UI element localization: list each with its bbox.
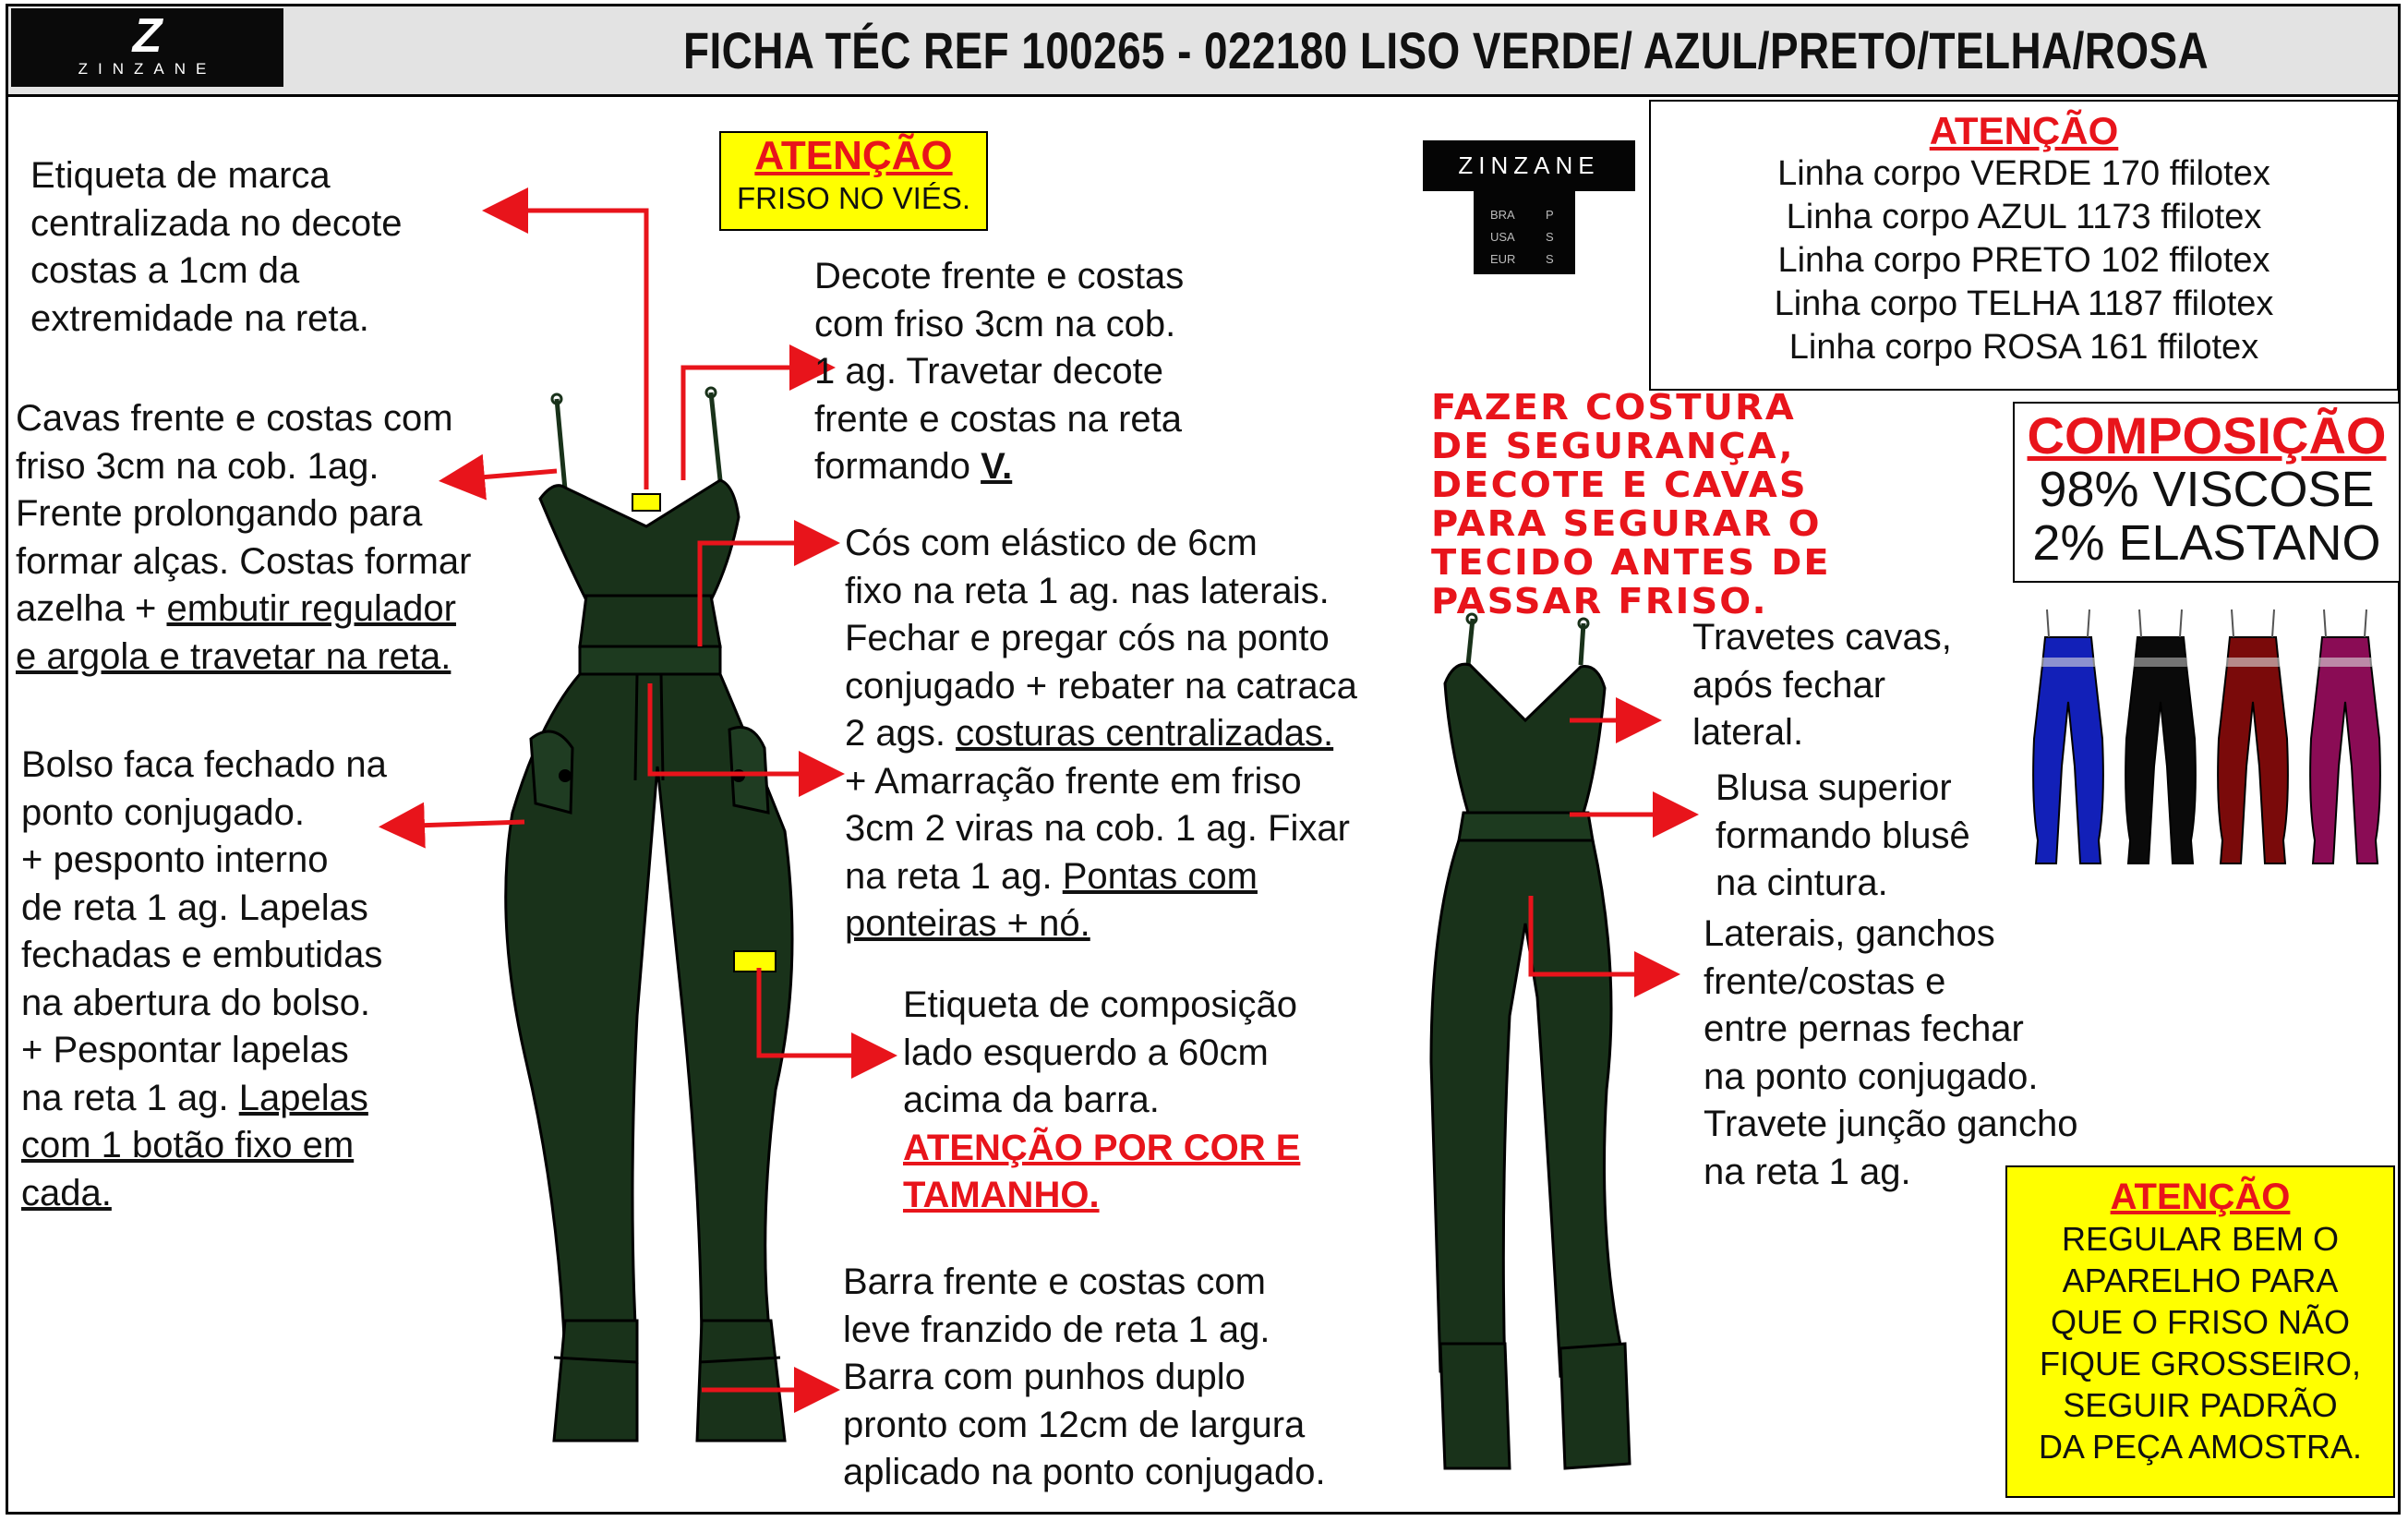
note-line: friso 3cm na cob. 1ag. xyxy=(16,445,379,487)
attention-friso-text: FRISO NO VIÉS. xyxy=(736,181,971,215)
note-line: pronto com 12cm de largura xyxy=(843,1404,1306,1445)
size-value: P xyxy=(1546,208,1554,222)
variant-red-body xyxy=(2218,637,2288,863)
note-line: após fechar xyxy=(1692,664,1886,706)
size-code: EUR xyxy=(1490,252,1516,266)
thread-line: Linha corpo TELHA 1187 ffilotex xyxy=(1774,284,2274,323)
thread-color-box xyxy=(1649,100,2399,391)
variant-black-waistband xyxy=(2134,658,2187,667)
note-waistband xyxy=(845,520,1357,948)
note-line: cada. xyxy=(21,1172,112,1213)
note-line: entre pernas fechar xyxy=(1704,1008,2024,1049)
text: na reta 1 ag. xyxy=(21,1077,239,1118)
jumpsuit-back-view xyxy=(1431,614,1630,1468)
note-line: Barra frente e costas com xyxy=(843,1261,1266,1302)
note-line xyxy=(845,710,1357,758)
composition-title: COMPOSIÇÃO xyxy=(2027,406,2387,465)
safety-line: PASSAR FRISO. xyxy=(1431,581,1768,622)
note-line: Cavas frente e costas com xyxy=(16,398,453,439)
note-line: ponteiras + nó. xyxy=(845,903,1090,944)
note-line: Laterais, ganchos xyxy=(1704,913,1995,954)
note-side-seams xyxy=(1704,911,2077,1196)
logo-wordmark: ZINZANE xyxy=(78,60,217,78)
note-line xyxy=(845,853,1357,901)
attention-line: REGULAR BEM O xyxy=(2061,1220,2340,1258)
note-line: acima da barra. xyxy=(903,1080,1160,1120)
note-line: 3cm 2 viras na cob. 1 ag. Fixar xyxy=(845,808,1350,849)
note-line: fechadas e embutidas xyxy=(21,935,383,975)
page-title: FICHA TÉC REF 100265 - 022180 LISO VERDE/ AZUL/PRETO/TELHA/ROSA xyxy=(683,21,2209,79)
note-line: conjugado + rebater na catraca xyxy=(845,665,1357,706)
brand-label-tag: ZINZANE xyxy=(1423,140,1635,191)
note-brand-label xyxy=(30,152,403,343)
size-code: USA xyxy=(1490,230,1515,244)
text: na reta 1 ag. xyxy=(845,855,1063,897)
thread-line: Linha corpo ROSA 161 ffilotex xyxy=(1788,328,2259,367)
text: azelha + xyxy=(16,588,167,629)
variant-red-straps xyxy=(2232,610,2274,637)
variant-pink-body xyxy=(2310,637,2380,863)
safety-line: DE SEGURANÇA, xyxy=(1431,426,1795,466)
note-line: centralizada no decote xyxy=(30,202,403,244)
attention-friso-box xyxy=(719,131,988,231)
note-line: leve franzido de reta 1 ag. xyxy=(843,1309,1270,1350)
note-line: Etiqueta de composição xyxy=(903,984,1297,1025)
size-label-tag xyxy=(1474,189,1575,274)
thread-line: Linha corpo AZUL 1173 ffilotex xyxy=(1786,198,2262,236)
note-line: Travetes cavas, xyxy=(1692,617,1952,658)
attention-color-size: ATENÇÃO POR COR E xyxy=(903,1127,1301,1168)
note-line: fixo na reta 1 ag. nas laterais. xyxy=(845,570,1330,611)
attention-line: SEGUIR PADRÃO xyxy=(2063,1386,2338,1424)
variant-black-thumbnail xyxy=(2125,610,2196,863)
note-line: Frente prolongando para xyxy=(16,493,423,534)
note-line: Bolso faca fechado na xyxy=(21,744,387,785)
underlined-text: Lapelas xyxy=(238,1077,368,1118)
note-line: + Amarração frente em friso xyxy=(845,760,1302,802)
note-line xyxy=(814,443,1184,491)
note-line: Travete junção gancho xyxy=(1704,1104,2078,1144)
variant-black-straps xyxy=(2139,610,2182,637)
underlined-text: embutir regulador xyxy=(166,588,456,629)
note-armholes xyxy=(16,395,471,681)
attention-color-size: TAMANHO. xyxy=(903,1175,1100,1215)
attention-line: APARELHO PARA xyxy=(2062,1261,2339,1299)
note-line: na cintura. xyxy=(1716,863,1888,903)
note-line: lado esquerdo a 60cm xyxy=(903,1032,1269,1073)
note-line: 1 ag. Travetar decote xyxy=(814,351,1164,392)
note-line: com friso 3cm na cob. xyxy=(814,303,1176,344)
note-neckline xyxy=(814,253,1184,491)
attention-line: DA PEÇA AMOSTRA. xyxy=(2038,1428,2363,1466)
note-line xyxy=(16,585,471,634)
note-line: extremidade na reta. xyxy=(30,297,369,339)
attention-regulate-title: ATENÇÃO xyxy=(2110,1177,2291,1217)
note-line xyxy=(21,1075,387,1123)
note-line: Fechar e pregar cós na ponto xyxy=(845,618,1330,658)
variant-pink-waistband xyxy=(2318,658,2372,667)
note-pocket xyxy=(21,742,387,1217)
jumpsuit-front-view xyxy=(506,388,792,1441)
note-line: Blusa superior xyxy=(1716,767,1952,808)
note-line: na reta 1 ag. xyxy=(1704,1151,1911,1192)
variant-black-body xyxy=(2125,637,2196,863)
underlined-text: costuras centralizadas. xyxy=(956,713,1334,754)
note-line: Cós com elástico de 6cm xyxy=(845,523,1258,563)
variant-red-thumbnail xyxy=(2218,610,2288,863)
note-hem xyxy=(843,1259,1326,1497)
safety-line: PARA SEGURAR O xyxy=(1431,503,1822,544)
note-line: frente e costas na reta xyxy=(814,398,1183,440)
attention-friso-title: ATENÇÃO xyxy=(754,133,953,178)
composition-box xyxy=(2013,402,2401,583)
note-line: lateral. xyxy=(1692,712,1804,753)
variant-pink-straps xyxy=(2324,610,2366,637)
variant-red-waistband xyxy=(2226,658,2280,667)
note-line: formar alças. Costas formar xyxy=(16,540,472,582)
attention-regulate-box xyxy=(2005,1165,2395,1498)
note-blouse-top xyxy=(1716,765,1970,908)
safety-seam-note xyxy=(1431,388,1831,621)
text: 2 ags. xyxy=(845,713,957,754)
variant-blue xyxy=(2036,619,2101,868)
note-line: costas a 1cm da xyxy=(30,250,300,291)
underlined-text: V. xyxy=(981,446,1013,487)
size-value: S xyxy=(1546,230,1554,244)
thread-line: Linha corpo PRETO 102 ffilotex xyxy=(1777,241,2270,280)
note-line: formando blusê xyxy=(1716,815,1970,856)
logo-mark: Z xyxy=(132,9,163,63)
note-line: frente/costas e xyxy=(1704,960,1946,1002)
note-line: com 1 botão fixo em xyxy=(21,1125,355,1165)
note-line: e argola e travetar na reta. xyxy=(16,635,452,677)
text: formando xyxy=(814,446,981,487)
underlined-text: Pontas com xyxy=(1062,855,1258,897)
variant-pink-thumbnail xyxy=(2310,610,2380,863)
note-line: + Pespontar lapelas xyxy=(21,1030,349,1070)
safety-line: TECIDO ANTES DE xyxy=(1431,542,1831,583)
note-line: + pesponto interno xyxy=(21,839,329,880)
thread-line: Linha corpo VERDE 170 ffilotex xyxy=(1777,154,2270,193)
safety-line: DECOTE E CAVAS xyxy=(1431,465,1808,505)
composition-line: 2% ELASTANO xyxy=(2032,515,2381,571)
note-line: na abertura do bolso. xyxy=(21,982,371,1023)
attention-line: QUE O FRISO NÃO xyxy=(2050,1303,2351,1341)
size-code: BRA xyxy=(1490,208,1515,222)
note-line: Decote frente e costas xyxy=(814,256,1185,296)
note-composition-label xyxy=(903,982,1300,1220)
note-line: de reta 1 ag. Lapelas xyxy=(21,887,368,928)
size-value: S xyxy=(1546,252,1554,266)
note-line: ponto conjugado. xyxy=(21,791,305,833)
safety-line: FAZER COSTURA xyxy=(1431,387,1796,428)
note-line: Barra com punhos duplo xyxy=(843,1357,1246,1397)
note-line: Etiqueta de marca xyxy=(30,155,331,196)
note-armhole-tacks xyxy=(1692,614,1952,757)
attention-line: FIQUE GROSSEIRO, xyxy=(2039,1345,2362,1382)
note-line: aplicado na ponto conjugado. xyxy=(843,1452,1326,1492)
thread-box-title: ATENÇÃO xyxy=(1929,109,2119,152)
composition-line: 98% VISCOSE xyxy=(2039,462,2375,517)
note-line: na ponto conjugado. xyxy=(1704,1056,2039,1097)
